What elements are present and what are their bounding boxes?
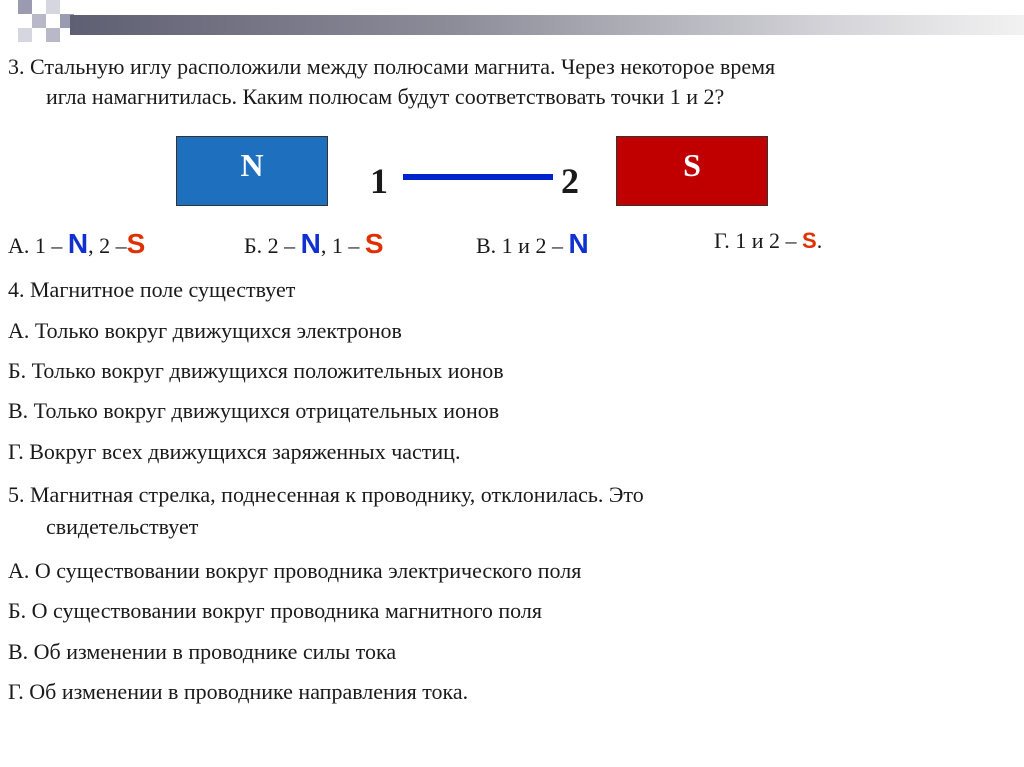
answer-5b: Б. О существовании вокруг проводника магнитного поля bbox=[8, 598, 542, 623]
answer-3b-pole1: N bbox=[300, 228, 321, 259]
slide-header-decoration bbox=[0, 0, 1024, 44]
answer-3d bbox=[714, 228, 822, 254]
answer-5d: Г. Об изменении в проводнике направления тока. bbox=[8, 679, 469, 704]
decor-square bbox=[18, 0, 32, 14]
steel-needle bbox=[403, 174, 553, 180]
question-3 bbox=[8, 52, 1008, 112]
answer-3d-pole: S bbox=[802, 228, 817, 253]
answer-4b: Б. Только вокруг движущихся положительных ионов bbox=[8, 358, 504, 383]
answer-3a-pole2: S bbox=[126, 228, 146, 259]
answer-3a-text2: , 2 – bbox=[88, 233, 127, 258]
answer-4c: В. Только вокруг движущихся отрицательных ионов bbox=[8, 398, 500, 423]
decor-square bbox=[46, 28, 60, 42]
question-5-line1: 5. Магнитная стрелка, поднесенная к проводнику, отклонилась. Это bbox=[8, 482, 644, 507]
answer-3a-pole1: N bbox=[67, 228, 89, 259]
answer-4d: Г. Вокруг всех движущихся заряженных частиц. bbox=[8, 439, 461, 464]
point-2-label: 2 bbox=[561, 161, 579, 201]
question-3-answers bbox=[0, 228, 1024, 268]
answer-3d-text: Г. 1 и 2 – bbox=[714, 228, 803, 253]
magnet-south-pole bbox=[616, 136, 768, 206]
magnet-south-label: S bbox=[683, 147, 701, 183]
answer-3a-text: А. 1 – bbox=[8, 233, 68, 258]
answer-3b-text: Б. 2 – bbox=[244, 233, 301, 258]
answer-5a: А. О существовании вокруг проводника электрического поля bbox=[8, 558, 582, 583]
answer-3c bbox=[476, 228, 589, 260]
answer-3d-text2: . bbox=[816, 228, 823, 253]
magnet-north-pole bbox=[176, 136, 328, 206]
question-4: 4. Магнитное поле существует bbox=[8, 277, 296, 302]
header-gradient-bar bbox=[70, 15, 1024, 35]
answer-3b-pole2: S bbox=[364, 228, 384, 259]
answer-3a bbox=[8, 228, 145, 260]
decor-square bbox=[46, 0, 60, 14]
decor-square bbox=[32, 14, 46, 28]
question-3-line1: 3. Стальную иглу расположили между полюсами магнита. Через некоторое время bbox=[8, 54, 776, 79]
magnet-north-label: N bbox=[240, 147, 264, 183]
decor-square bbox=[18, 28, 32, 42]
answer-3c-text: В. 1 и 2 – bbox=[476, 233, 569, 258]
question-3-line2: игла намагнитилась. Каким полюсам будут соответствовать точки 1 и 2? bbox=[46, 84, 725, 109]
answer-5c: В. Об изменении в проводнике силы тока bbox=[8, 639, 397, 664]
question-5-line2: свидетельствует bbox=[46, 514, 199, 539]
answer-3b bbox=[244, 228, 384, 260]
answer-3c-pole: N bbox=[568, 228, 589, 259]
point-1-label: 1 bbox=[370, 161, 388, 201]
answer-4a: А. Только вокруг движущихся электронов bbox=[8, 318, 402, 343]
answer-3b-text2: , 1 – bbox=[320, 233, 365, 258]
